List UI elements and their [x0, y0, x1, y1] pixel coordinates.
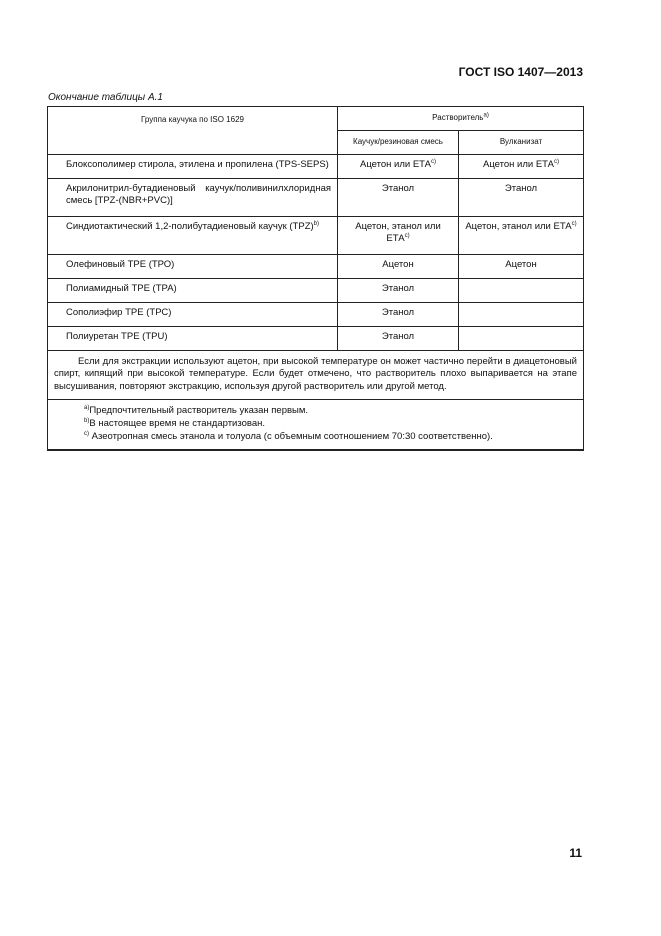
table-row: Олефиновый ТРЕ (ТРО) Ацетон Ацетон [48, 255, 584, 279]
table-row: Блоксополимер стирола, этилена и пропилена (TPS-SEPS) Ацетон или ЕТА$^{c)}$ Ацетон или ЕТА$^{c)}$ [48, 155, 584, 179]
header-rubber-group: Группа каучука по ISO 1629 [48, 107, 338, 155]
table-row: Полиамидный ТРЕ (ТРА) Этанол [48, 279, 584, 303]
header-solvent: Растворитель$^{a)}$ [338, 107, 584, 131]
table-row: Акрилонитрил-бутадиеновый каучук/поливинилхлоридная смесь [TPZ-(NBR+PVC)] Этанол Этанол [48, 179, 584, 217]
document-code: ГОСТ ISO 1407—2013 [458, 65, 583, 79]
table-note: Если для экстракции используют ацетон, при высокой температуре он может частично перейти в диацетоновый спирт, кипящий при высокой температуре. Если будет отмечено, что растворитель плохо выпаривается на этапе высушивания, повторяют экстракцию, используя другой растворитель или другой метод. [54, 356, 577, 392]
table-note-row [48, 351, 584, 400]
table-caption: Окончание таблицы А.1 [48, 92, 163, 103]
solvent-table [47, 106, 584, 451]
header-vulcanizate: Вулканизат [459, 131, 584, 155]
table-row: Полиуретан ТРЕ (TPU) Этанол [48, 327, 584, 351]
footnote: $^{b)}$В настоящее время не стандартизован. [84, 417, 266, 429]
table-row: Синдиотактический 1,2-полибутадиеновый каучук (TPZ)$^{b)}$ Ацетон, этанол или ЕТА$^{c)}$ Ацетон, этанол или ЕТА$^{c)}$ [48, 217, 584, 255]
footnotes-row [48, 400, 584, 451]
footnote: $^{a)}$Предпочтительный растворитель указан первым. [84, 404, 309, 417]
header-rubber-compound: Каучук/резиновая смесь [338, 131, 459, 155]
footnote: $^{c)}$ Азеотропная смесь этанола и толуола (с объемным соотношением 70:30 соответственно). [84, 430, 493, 442]
table-row: Сополиэфир ТРЕ (ТРС) Этанол [48, 303, 584, 327]
page-number: 11 [569, 846, 582, 860]
